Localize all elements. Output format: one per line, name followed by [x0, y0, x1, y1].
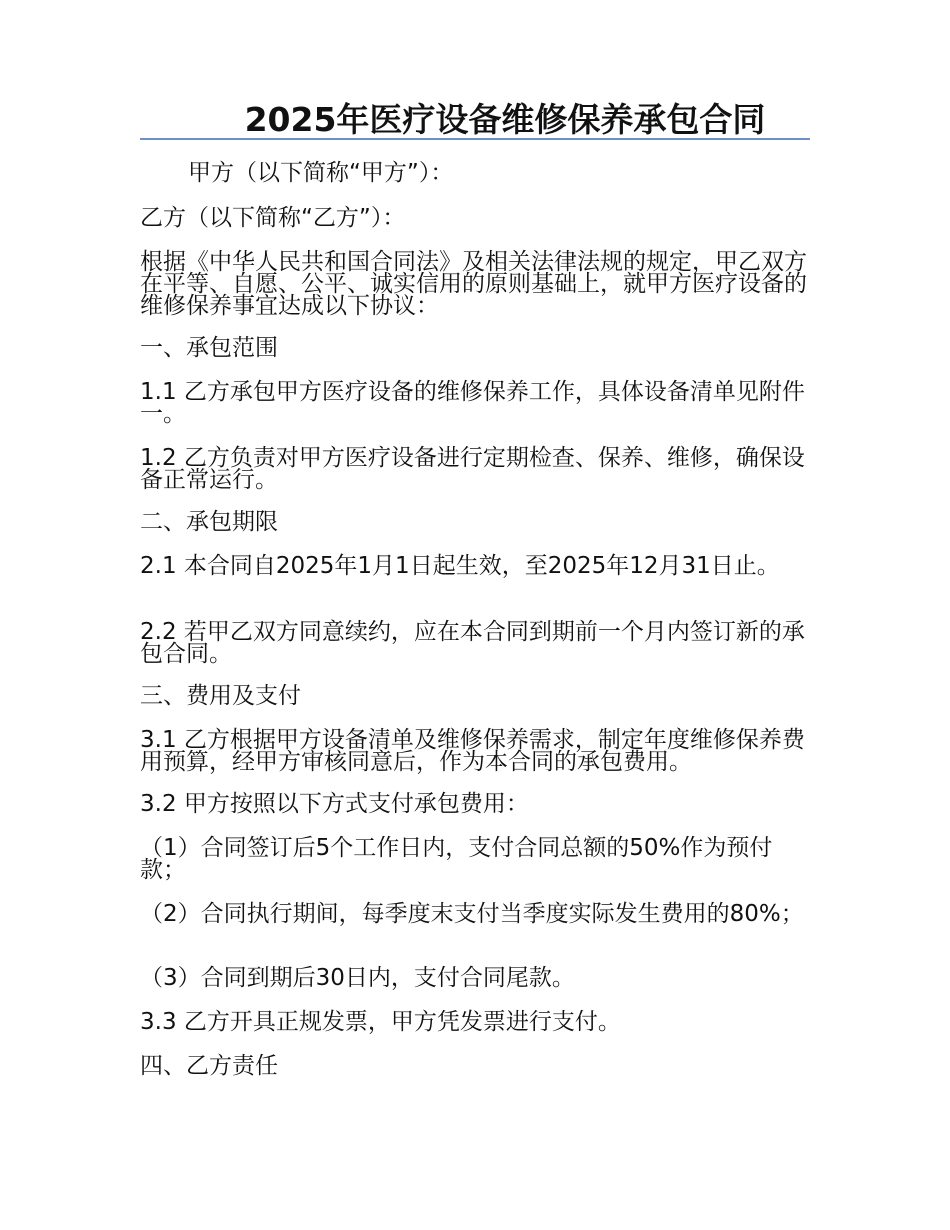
section-heading-term: 二、承包期限 — [140, 509, 278, 535]
payment-item-2: （2）合同执行期间，每季度末支付当季度实际发生费用的80%； — [140, 901, 804, 927]
clause-2-1: 2.1 本合同自2025年1月1日起生效，至2025年12月31日止。 — [140, 553, 780, 579]
payment-item-1: （1）合同签订后5个工作日内，支付合同总额的50%作为预付款； — [140, 835, 773, 883]
clause-3-1: 3.1 乙方根据甲方设备清单及维修保养需求，制定年度维修保养费用预算，经甲方审核同意后，作为本合同的承包费用。 — [140, 727, 805, 775]
section-heading-scope: 一、承包范围 — [140, 335, 278, 361]
document-title: 2025年医疗设备维修保养承包合同 — [244, 100, 766, 139]
party-a-line: 甲方（以下简称“甲方”）： — [188, 160, 454, 186]
payment-item-3: （3）合同到期后30日内，支付合同尾款。 — [140, 965, 575, 991]
clause-1-1: 1.1 乙方承包甲方医疗设备的维修保养工作，具体设备清单见附件一。 — [140, 379, 805, 427]
preamble-paragraph: 根据《中华人民共和国合同法》及相关法律法规的规定，甲乙双方在平等、自愿、公平、诚实信用的原则基础上，就甲方医疗设备的维修保养事宜达成以下协议： — [140, 249, 807, 319]
party-b-line: 乙方（以下简称“乙方”）： — [140, 205, 406, 231]
title-underline — [140, 138, 810, 140]
clause-1-2: 1.2 乙方负责对甲方医疗设备进行定期检查、保养、维修，确保设备正常运行。 — [140, 445, 805, 493]
clause-3-2: 3.2 甲方按照以下方式支付承包费用： — [140, 791, 529, 817]
section-heading-party-b-duties: 四、乙方责任 — [140, 1053, 278, 1079]
clause-2-2: 2.2 若甲乙双方同意续约，应在本合同到期前一个月内签订新的承包合同。 — [140, 619, 805, 667]
section-heading-fees: 三、费用及支付 — [140, 683, 301, 709]
clause-3-3: 3.3 乙方开具正规发票，甲方凭发票进行支付。 — [140, 1009, 621, 1035]
